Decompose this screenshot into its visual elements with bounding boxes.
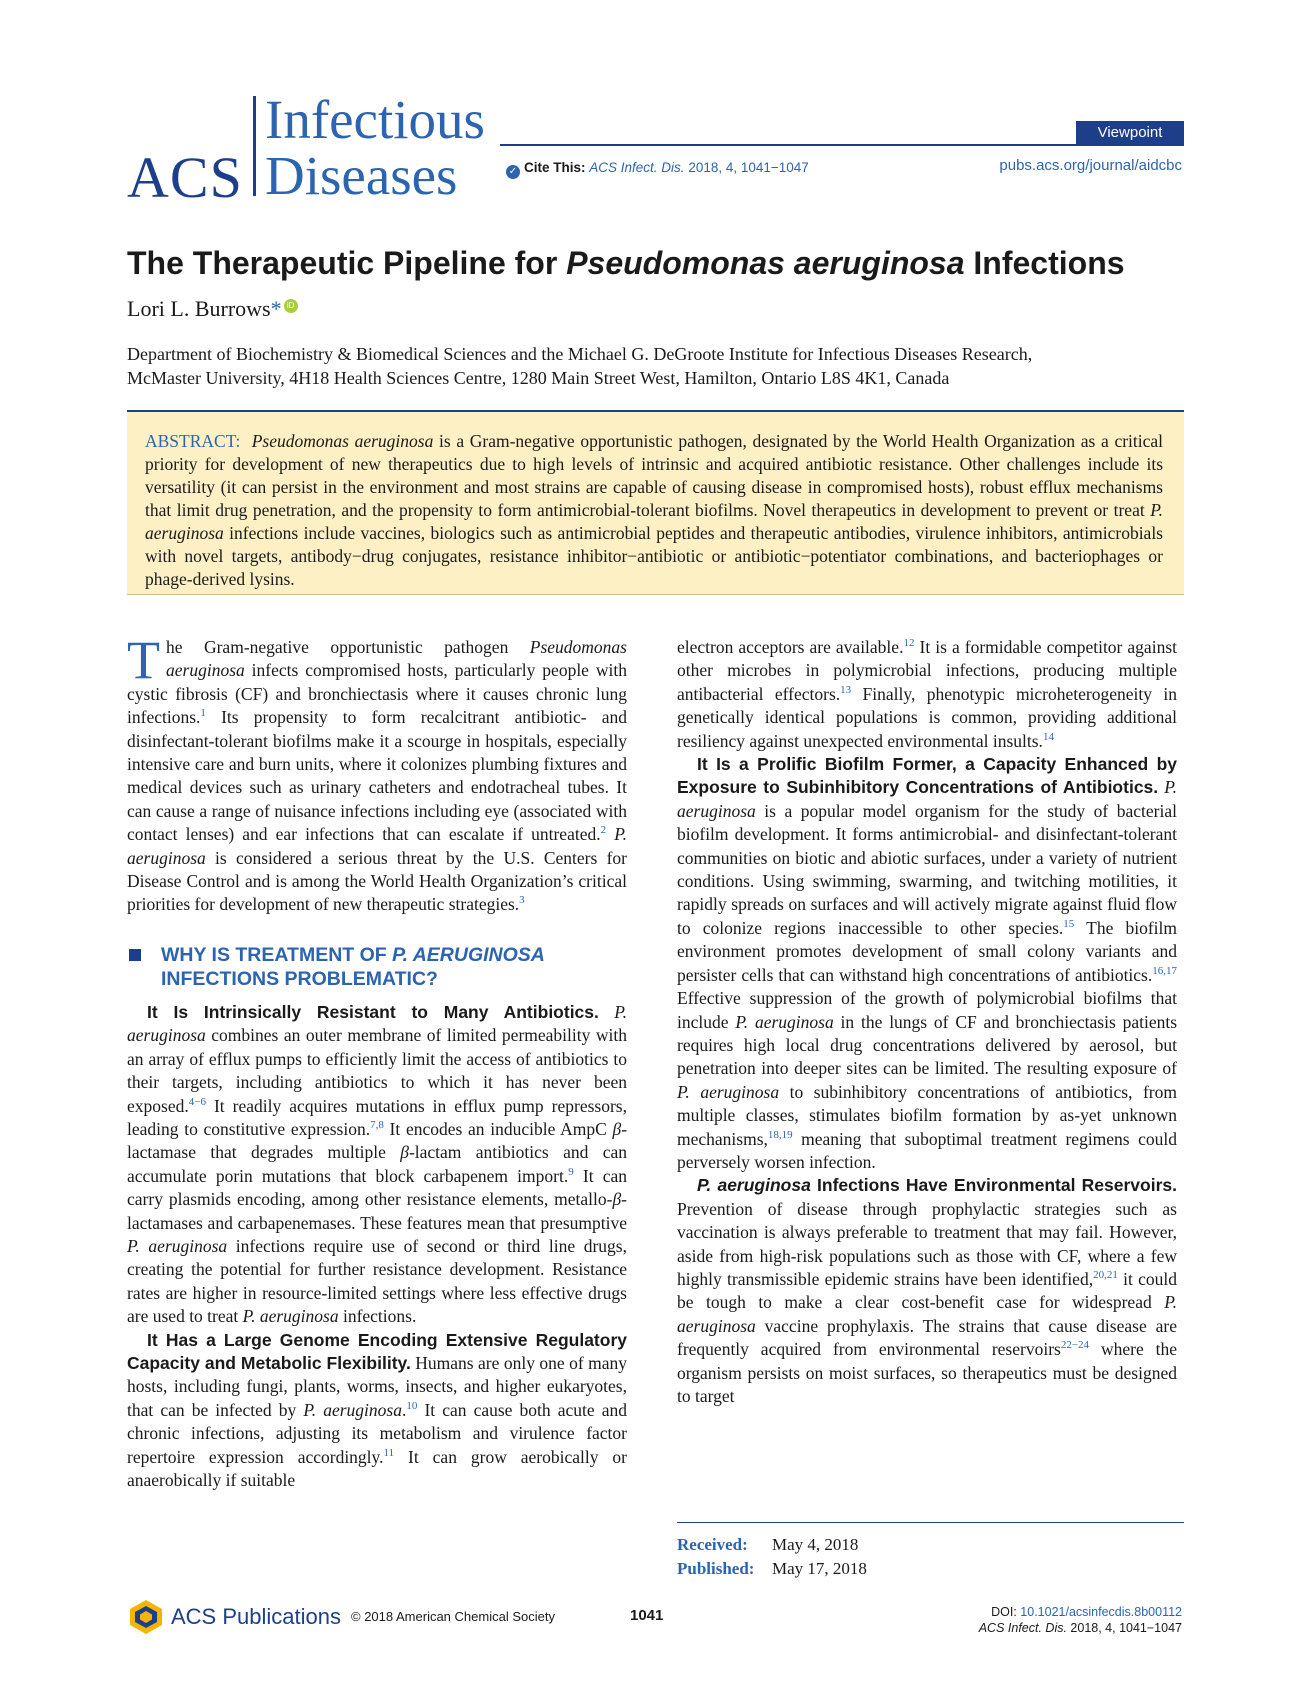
ref-link[interactable]: 11 — [383, 1446, 395, 1459]
cite-journal[interactable]: ACS Infect. Dis. — [589, 160, 685, 175]
copyright: © 2018 American Chemical Society — [351, 1609, 555, 1624]
page-number: 1041 — [630, 1607, 664, 1624]
abstract-box — [127, 410, 1184, 595]
ref-link[interactable]: 3 — [519, 894, 525, 907]
abstract-body: infections include vaccines, biologics such as antimicrobial peptides and therapeutic antibodies, virulence inhibitors, antimicrobials with novel targets, antibody−drug conjugates, resistance inhibitor−antibiotic or antibiotic−potentiator combinations, and bacteriophages or phage-derived lysins. — [145, 523, 1163, 589]
subsection-heading: It Is a Prolific Biofilm Former, a Capacity Enhanced by Exposure to Subinhibitory Concentrations of Antibiotics. — [677, 754, 1177, 798]
ref-link[interactable]: 7,8 — [370, 1119, 384, 1132]
cite-this[interactable] — [506, 160, 809, 179]
cite-label: Cite This: — [524, 160, 586, 175]
orcid-icon[interactable]: iD — [284, 299, 298, 313]
logo-acs: ACS — [127, 145, 243, 210]
received-date: May 4, 2018 — [772, 1535, 859, 1554]
title-species: Pseudomonas aeruginosa — [566, 245, 965, 281]
publisher-name: ACS Publications — [171, 1604, 341, 1629]
subsection-heading: It Has a Large Genome Encoding Extensive Regulatory Capacity and Metabolic Flexibility. — [127, 1329, 627, 1373]
title-text: The Therapeutic Pipeline for — [127, 245, 567, 281]
corresponding-mark[interactable]: * — [270, 296, 282, 321]
received-label: Received: — [677, 1535, 748, 1554]
subsection-heading: It Is Intrinsically Resistant to Many Antibiotics. — [147, 1001, 599, 1022]
ref-link[interactable]: 22−24 — [1060, 1339, 1090, 1352]
ref-link[interactable]: 1 — [200, 707, 206, 720]
logo-word-diseases: Diseases — [265, 145, 458, 206]
doi-label: DOI: — [991, 1605, 1021, 1619]
affiliation-line: Department of Biochemistry & Biomedical Sciences and the Michael G. DeGroote Institute for Infectious Diseases Research, — [127, 344, 1033, 364]
body-paragraph: It Is a Prolific Biofilm Former, a Capacity Enhanced by Exposure to Subinhibitory Concentrations of Antibiotics. P. aeruginosa is a popular model organism for the study of bacterial biofilm development. It forms antimicrobial- and disinfectant-tolerant communities on biotic and abiotic surfaces, under a variety of nutrient conditions. Using swimming, swarming, and twitching motilities, it rapidly spreads on surfaces and will actively migrate against fluid flow to colonize regions inaccessible to other species.$^{15}$ The biofilm environment promotes development of small colony variants and persister cells that can withstand high concentrations of antibiotics.$^{16,17}$ Effective suppression of the growth of polymicrobial biofilms that include P. aeruginosa in the lungs of CF and bronchiectasis patients requires high local drug concentrations delivered by aerosol, but penetration into deeper sites can be limited. The resulting exposure of P. aeruginosa to subinhibitory concentrations of antibiotics, from multiple classes, stimulates biofilm formation by as-yet unknown mechanisms,$^{18,19}$ meaning that suboptimal treatment regimens could perversely worsen infection. — [677, 754, 1178, 1172]
body-paragraph: It Has a Large Genome Encoding Extensive Regulatory Capacity and Metabolic Flexibility. Humans are only one of many hosts, including fungi, plants, worms, insects, and higher eukaryotes, that can be infected by P. aeruginosa.$^{10}$ It can cause both acute and chronic infections, adjusting its metabolism and virulence factor repertoire expression accordingly.$^{11}$ It can grow aerobically or anaerobically if suitable — [127, 1329, 627, 1490]
abstract-body: is a Gram-negative opportunistic pathogen, designated by the World Health Organization as a critical priority for development of new therapeutics due to high levels of intrinsic and acquired antibiotic resistance. Other challenges include its versatility (it can persist in the environment and most strains are capable of causing disease in compromised hosts), robust efflux mechanisms that limit drug penetration, and the propensity to form antimicrobial-tolerant biofilms. Novel therapeutics in development to prevent or treat — [145, 431, 1164, 520]
abstract-label: ABSTRACT: — [145, 431, 241, 451]
left-column — [127, 630, 628, 1492]
check-circle-icon: ✓ — [506, 165, 520, 179]
footer-volume: 2018, 4, 1041−1047 — [1066, 1621, 1182, 1635]
ref-link[interactable]: 14 — [1042, 730, 1054, 743]
ref-link[interactable]: 13 — [840, 683, 852, 696]
body-paragraph: It Is Intrinsically Resistant to Many Antibiotics. P. aeruginosa combines an outer membrane of limited permeability with an array of efflux pumps to efficiently limit the access of antibiotics to their targets, including antibiotics to which it has never been exposed.$^{4-6}$ It readily acquires mutations in efflux pump repressors, leading to constitutive expression.$^{7,8}$ It encodes an inducible AmpC β-lactamase that degrades multiple β-lactam antibiotics and can accumulate porin mutations that block carbapenem import.$^9$ It can carry plasmids encoding, among other resistance elements, metallo-β-lactamases and carbapenemases. These features mean that presumptive P. aeruginosa infections require use of second or third line drugs, creating the potential for further resistance development. Resistance rates are higher in resource-limited settings where less effective drugs are used to treat P. aeruginosa infections. — [127, 1001, 628, 1327]
acs-hexagon-icon — [127, 1598, 165, 1636]
section-bullet-icon — [129, 949, 141, 961]
dates-rule — [677, 1522, 1184, 1523]
logo-divider — [253, 96, 256, 196]
right-column — [677, 636, 1177, 1408]
ref-link[interactable]: 12 — [903, 637, 915, 650]
affiliation — [127, 342, 1187, 390]
subsection-heading: P. aeruginosa Infections Have Environmental Reservoirs. — [697, 1175, 1177, 1196]
ref-link[interactable]: 16,17 — [1152, 964, 1177, 977]
doi-block — [979, 1604, 1182, 1636]
publication-dates — [677, 1533, 867, 1581]
affiliation-line: McMaster University, 4H18 Health Sciences Centre, 1280 Main Street West, Hamilton, Ontario L8S 4K1, Canada — [127, 368, 950, 388]
abstract-text — [145, 430, 1163, 591]
ref-link[interactable]: 9 — [568, 1165, 574, 1178]
article-title — [127, 245, 1125, 282]
author-name[interactable]: Lori L. Burrows — [127, 296, 271, 321]
cite-volume[interactable]: 2018, 4, 1041−1047 — [688, 160, 809, 175]
published-date: May 17, 2018 — [772, 1559, 867, 1578]
author-line — [127, 296, 298, 322]
body-paragraph: P. aeruginosa Infections Have Environmental Reservoirs. Prevention of disease through prophylactic strategies such as vaccination is always preferable to treatment that may fail. However, aside from high-risk populations such as those with CF, where a few highly transmissible epidemic strains have been identified,$^{20,21}$ it could be tough to make a clear cost-benefit case for widespread P. aeruginosa vaccine prophylaxis. The strains that cause disease are frequently acquired from environmental reservoirs$^{22-24}$ where the organism persists on moist surfaces, so therapeutics must be designed to target — [677, 1175, 1177, 1406]
ref-link[interactable]: 10 — [406, 1399, 418, 1412]
species-name: P. aeruginosa — [145, 500, 1163, 543]
intro-paragraph: The Gram-negative opportunistic pathogen Pseudomonas aeruginosa infects compromised hosts, particularly people with cystic fibrosis (CF) and bronchiectasis where it causes chronic lung infections.$^1$ Its propensity to form recalcitrant antibiotic- and disinfectant-tolerant biofilms make it a scourge in hospitals, especially intensive care and burn units, where it colonizes plumbing fixtures and medical devices such as urinary catheters and endotracheal tubes. It can cause a range of nuisance infections including eye (associated with contact lenses) and ear infections that can escalate if untreated.$^2$ P. aeruginosa is considered a serious threat by the U.S. Centers for Disease Control and is among the World Health Organization’s critical priorities for development of new therapeutic strategies.$^3$ — [127, 630, 628, 915]
article-type-badge: Viewpoint — [1076, 121, 1184, 144]
ref-link[interactable]: 4−6 — [188, 1095, 206, 1108]
species-name: Pseudomonas aeruginosa — [251, 431, 434, 451]
drop-cap: T — [127, 630, 160, 690]
doi-link[interactable]: 10.1021/acsinfecdis.8b00112 — [1020, 1605, 1182, 1619]
ref-link[interactable]: 20,21 — [1093, 1269, 1118, 1282]
journal-url-link[interactable]: pubs.acs.org/journal/aidcbc — [999, 157, 1182, 174]
ref-link[interactable]: 2 — [600, 824, 607, 837]
ref-link[interactable]: 15 — [1063, 918, 1075, 931]
title-text-end: Infections — [964, 245, 1125, 281]
footer-journal: ACS Infect. Dis. — [978, 1621, 1067, 1635]
logo-word-infectious: Infectious — [265, 89, 485, 150]
section-heading: WHY IS TREATMENT OF P. AERUGINOSA INFECTIONS PROBLEMATIC? — [127, 943, 627, 991]
header-rule — [500, 144, 1184, 146]
body-paragraph: electron acceptors are available.$^{12}$ It is a formidable competitor against other microbes in polymicrobial infections, producing multiple antibacterial effectors.$^{13}$ Finally, phenotypic microheterogeneity in genetically identical populations is common, providing additional resiliency against unexpected environmental insults.$^{14}$ — [677, 637, 1178, 751]
published-label: Published: — [677, 1559, 755, 1578]
ref-link[interactable]: 18,19 — [767, 1128, 793, 1141]
